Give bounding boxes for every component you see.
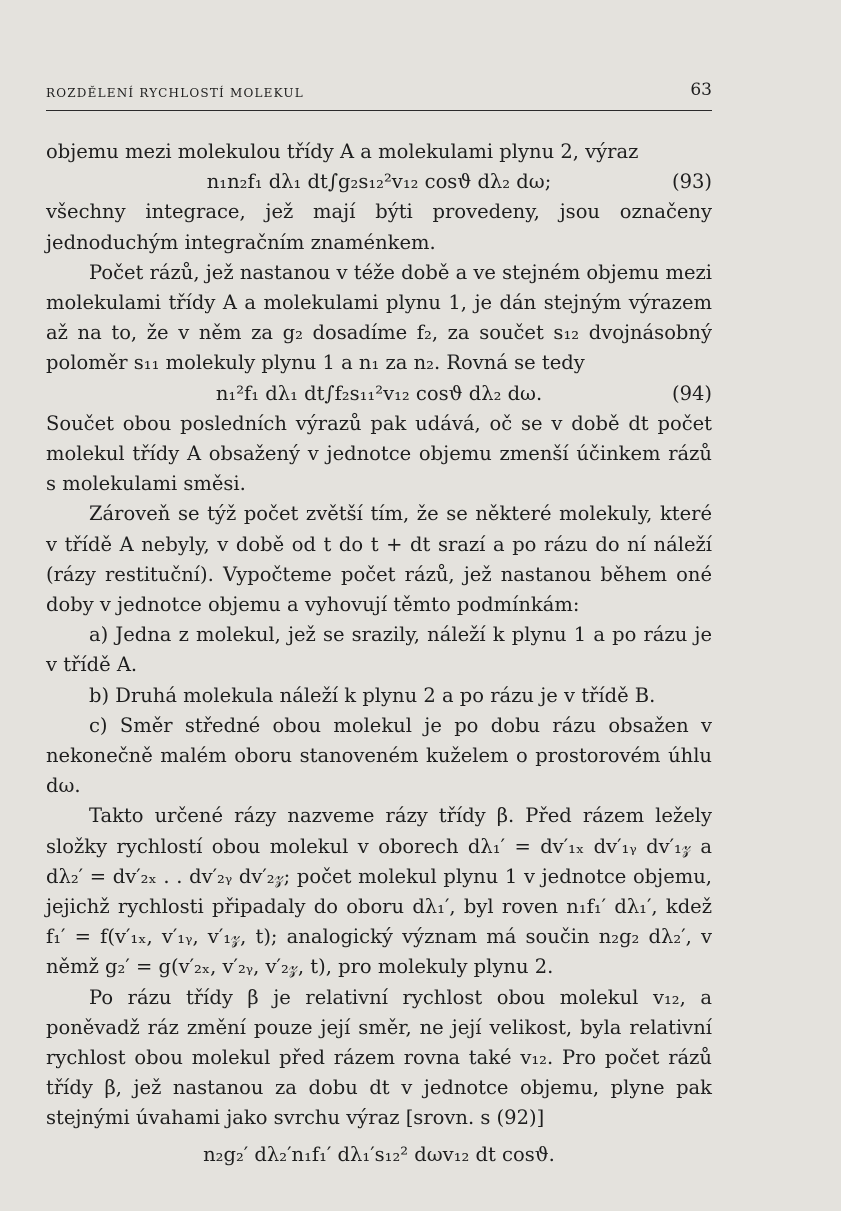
paragraph: všechny integrace, jež mají býti provedeny, jsou označeny jednoduchým integračním znaménkem. — [46, 200, 712, 254]
equation-final — [46, 1140, 712, 1170]
paragraph: Zároveň se týž počet zvětší tím, že se některé molekuly, které v třídě A nebyly, v době od t do t + dt srazí a po rázu do ní náleží (rázy restituční). Vypočteme počet rázů, jež nastanou během oné doby v jednotce objemu a vyhovují těmto podmínkám: — [46, 502, 712, 617]
condition-b: b) Druhá molekula náleží k plynu 2 a po rázu je v třídě B. — [89, 683, 656, 707]
paragraph: Počet rázů, jež nastanou v téže době a ve stejném objemu mezi molekulami třídy A a molekulami plynu 1, je dán stejným výrazem až na to, že v něm za g₂ dosadíme f₂, za součet s₁₂ dvojnásobný poloměr s₁₁ molekuly plynu 1 a n₁ za n₂. Rovná se tedy — [46, 260, 712, 375]
running-header — [46, 80, 712, 100]
chapter-title: ROZDĚLENÍ RYCHLOSTÍ MOLEKUL — [46, 86, 304, 100]
paragraph: Po rázu třídy β je relativní rychlost obou molekul v₁₂, a poněvadž ráz změní pouze její směr, ne její velikost, byla relativní rychlost obou molekul před rázem rovna také v₁₂. Pro počet rázů třídy β, jež nastanou za dobu dt v jednotce objemu, plyne pak stejnými úvahami jako svrchu výraz [srovn. s (92)] — [46, 985, 712, 1130]
equation-expression: n₁n₂f₁ dλ₁ dt∫g₂s₁₂²v₁₂ cosϑ dλ₂ dω; — [206, 170, 552, 194]
equation-expression: n₂g₂′ dλ₂′n₁f₁′ dλ₁′s₁₂² dωv₁₂ dt cosϑ. — [203, 1142, 555, 1166]
equation-94 — [46, 379, 712, 409]
paragraph: Součet obou posledních výrazů pak udává, oč se v době dt počet molekul třídy A obsažený v jednotce objemu zmenší účinkem rázů s molekulami směsi. — [46, 411, 712, 496]
paragraph: objemu mezi molekulou třídy A a molekulami plynu 2, výraz — [46, 140, 639, 163]
body-text — [46, 137, 712, 1170]
page-number: 63 — [690, 80, 712, 100]
equation-expression: n₁²f₁ dλ₁ dt∫f₂s₁₁²v₁₂ cosϑ dλ₂ dω. — [215, 381, 543, 405]
equation-number: (94) — [671, 381, 712, 405]
header-rule — [46, 110, 712, 111]
equation-93 — [46, 167, 712, 197]
condition-c: c) Směr středné obou molekul je po dobu rázu obsažen v nekonečně malém oboru stanoveném kuželem o prostorovém úhlu dω. — [46, 713, 712, 798]
equation-number: (93) — [671, 170, 712, 194]
paragraph: Takto určené rázy nazveme rázy třídy β. Před rázem ležely složky rychlostí obou molekul v oborech dλ₁′ = dv′₁ₓ dv′₁ᵧ dv′₁𝓏 a dλ₂′ = dv′₂ₓ . . dv′₂ᵧ dv′₂𝓏; počet molekul plynu 1 v jednotce objemu, jejichž rychlosti připadaly do oboru dλ₁′, byl roven n₁f₁′ dλ₁′, kdež f₁′ = f(v′₁ₓ, v′₁ᵧ, v′₁𝓏, t); analogický význam má součin n₂g₂ dλ₂′, v němž g₂′ = g(v′₂ₓ, v′₂ᵧ, v′₂𝓏, t), pro molekuly plynu 2. — [46, 804, 712, 979]
condition-a: a) Jedna z molekul, jež se srazily, náleží k plynu 1 a po rázu je v třídě A. — [46, 623, 712, 677]
